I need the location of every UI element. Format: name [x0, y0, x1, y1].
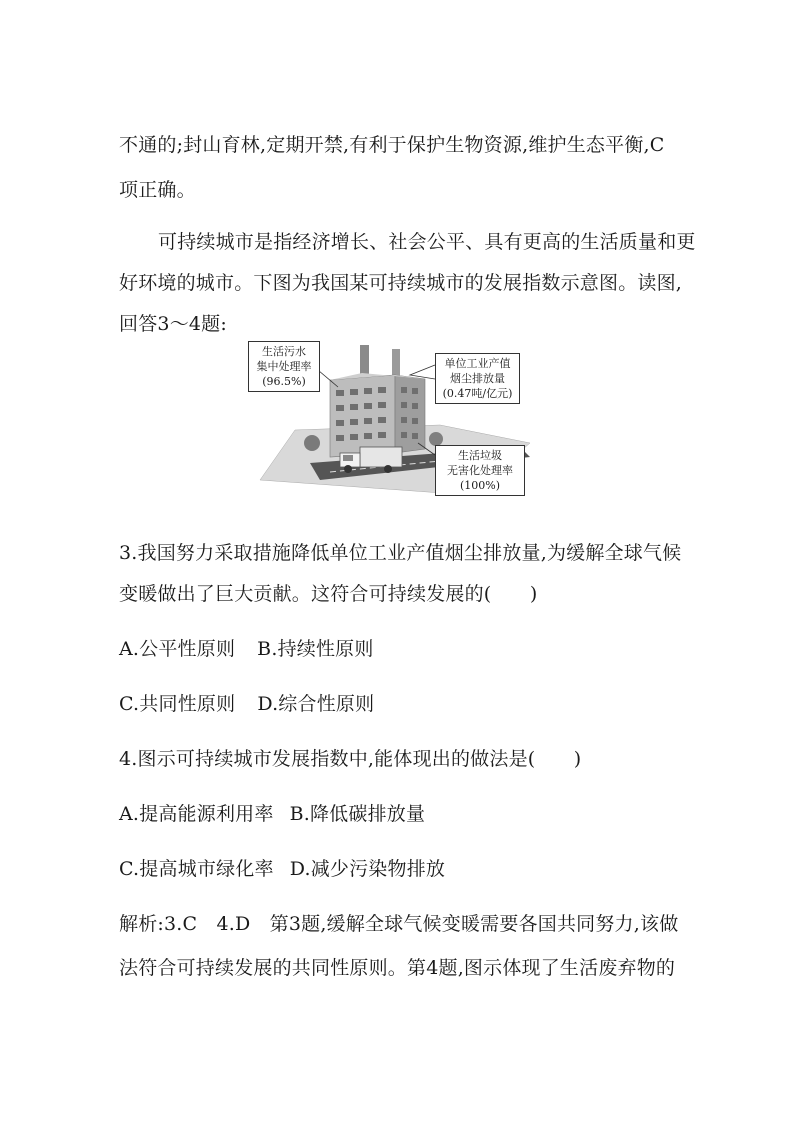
callout-right-line-3: (0.47吨/亿元)	[442, 387, 513, 400]
question-4-stem: 4.图示可持续城市发展指数中,能体现出的做法是( )	[119, 748, 582, 770]
callout-left-line-3: (96.5%)	[262, 375, 306, 388]
callout-bottom-line-3: (100%)	[459, 479, 501, 492]
callout-right-line-2: 烟尘排放量	[450, 372, 505, 385]
question-4-options-row-2	[119, 856, 445, 882]
callout-industrial-dust	[435, 353, 520, 404]
building-side	[395, 375, 425, 453]
pointer-right	[410, 365, 435, 379]
analysis-line-1: 解析:3.C 4.D 第3题,缓解全球气候变暖需要各国共同努力,该做	[119, 913, 679, 935]
tree	[429, 432, 443, 446]
q3-option-b: B.持续性原则	[257, 638, 374, 660]
callout-bottom-line-1: 生活垃圾	[458, 449, 502, 462]
city-index-figure	[240, 335, 530, 500]
q3-option-d: D.综合性原则	[257, 693, 375, 715]
q4-option-b: B.降低碳排放量	[289, 803, 426, 825]
question-3-options-row-1	[119, 636, 374, 662]
tree	[304, 435, 320, 451]
question-3-stem-line-2: 变暖做出了巨大贡献。这符合可持续发展的( )	[119, 583, 538, 605]
analysis-line-2: 法符合可持续发展的共同性原则。第4题,图示体现了生活废弃物的	[119, 957, 676, 979]
callout-right-line-1: 单位工业产值	[444, 357, 511, 370]
question-3-stem-line-1: 3.我国努力采取措施降低单位工业产值烟尘排放量,为缓解全球气候	[119, 542, 682, 564]
paragraph-line-5: 回答3～4题:	[119, 313, 227, 335]
q3-option-c: C.共同性原则	[119, 693, 236, 715]
question-4-options-row-1	[119, 801, 425, 827]
callout-garbage-treatment	[435, 445, 525, 496]
question-3-options-row-2	[119, 691, 374, 717]
paragraph-line-1: 不通的;封山育林,定期开禁,有利于保护生物资源,维护生态平衡,C	[119, 134, 665, 156]
callout-sewage-treatment	[248, 341, 320, 392]
paragraph-line-2: 项正确。	[119, 179, 196, 201]
callout-left-line-1: 生活污水	[262, 345, 306, 358]
q3-option-a: A.公平性原则	[119, 638, 236, 660]
paragraph-line-3: 可持续城市是指经济增长、社会公平、具有更高的生活质量和更	[158, 231, 696, 253]
callout-bottom-line-2: 无害化处理率	[447, 464, 513, 477]
q4-option-a: A.提高能源利用率	[119, 803, 274, 825]
paragraph-line-4: 好环境的城市。下图为我国某可持续城市的发展指数示意图。读图,	[119, 272, 683, 294]
q4-option-c: C.提高城市绿化率	[119, 858, 274, 880]
callout-left-line-2: 集中处理率	[256, 360, 312, 373]
q4-option-d: D.减少污染物排放	[289, 858, 446, 880]
